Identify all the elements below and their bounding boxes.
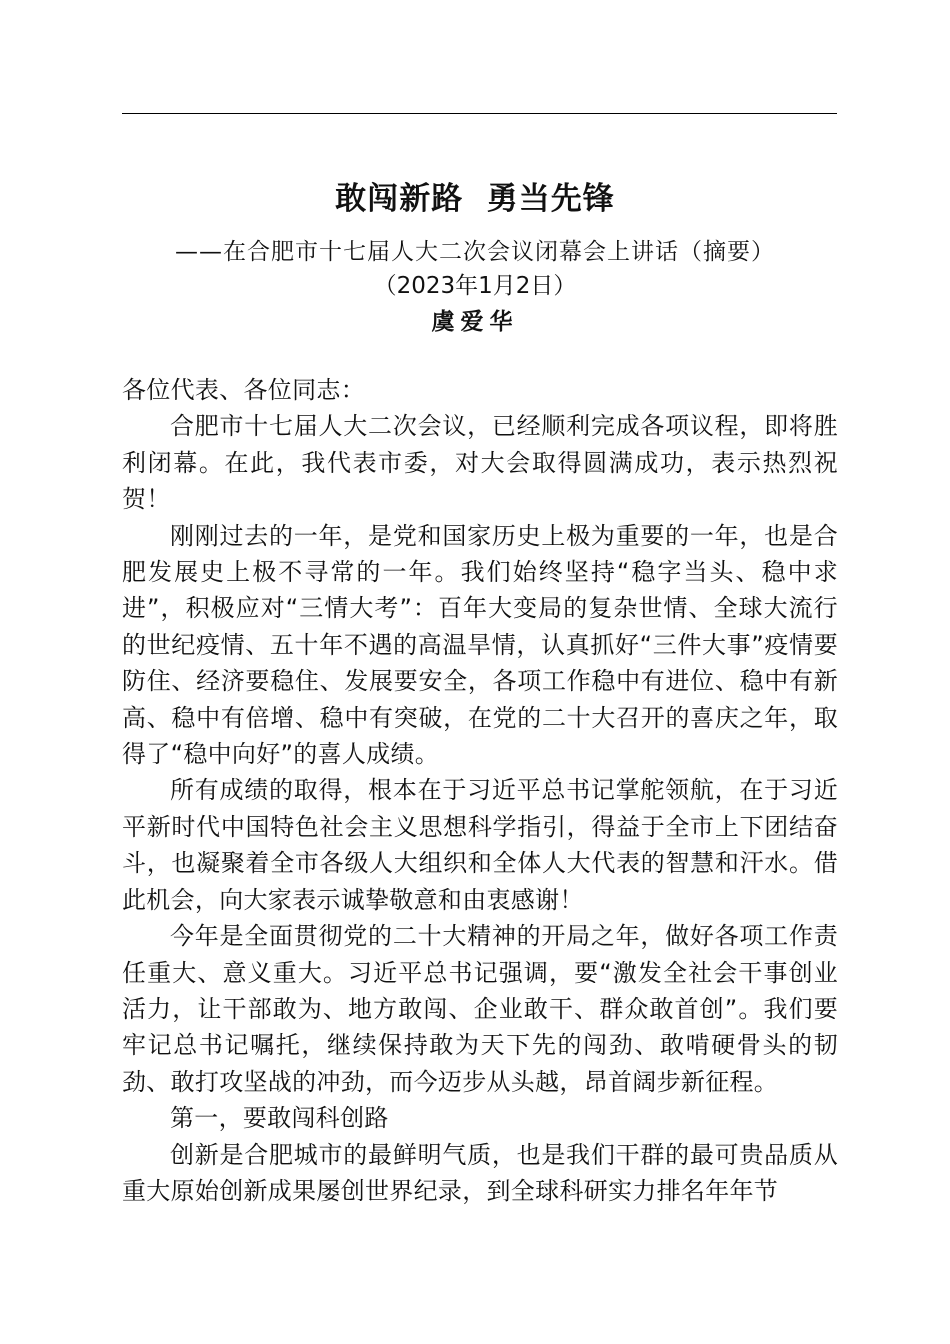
- section-heading: 第一，要敢闯科创路: [170, 1104, 389, 1133]
- document-date: （2023年1月2日）: [373, 273, 577, 299]
- document-author: 虞爱华: [431, 309, 519, 335]
- paragraph: 今年是全面贯彻党的二十大精神的开局之年，做好各项工作责任重大、意义重大。习近平总书记强调，要“激发全社会干事创业活力，让干部敢为、地方敢闯、企业敢干、群众敢首创”。我们要牢记总书记嘱托，继续保持敢为天下先的闯劲、敢啃硬骨头的韧劲、敢打攻坚战的冲劲，而今迈步从头越，昂首阔步新征程。: [122, 922, 838, 1096]
- paragraph: 所有成绩的取得，根本在于习近平总书记掌舵领航，在于习近平新时代中国特色社会主义思想科学指引，得益于全市上下团结奋斗，也凝聚着全市各级人大组织和全体人大代表的智慧和汗水。借此机会，向大家表示诚挚敬意和由衷感谢！: [122, 776, 838, 914]
- document-subtitle: ——在合肥市十七届人大二次会议闭幕会上讲话（摘要）: [175, 239, 775, 265]
- header-rule: [122, 113, 837, 114]
- paragraph: 刚刚过去的一年，是党和国家历史上极为重要的一年，也是合肥发展史上极不寻常的一年。我们始终坚持“稳字当头、稳中求进”，积极应对“三情大考”：百年大变局的复杂世情、全球大流行的世纪疫情、五十年不遇的高温旱情，认真抓好“三件大事”疫情要防住、经济要稳住、发展要安全，各项工作稳中有进位、稳中有新高、稳中有倍增、稳中有突破，在党的二十大召开的喜庆之年，取得了“稳中向好”的喜人成绩。: [122, 521, 838, 769]
- document-body: [122, 372, 838, 1209]
- salutation: 各位代表、各位同志：: [122, 376, 365, 404]
- document-title: 敢闯新路 勇当先锋: [335, 181, 615, 217]
- paragraph: 创新是合肥城市的最鲜明气质，也是我们干群的最可贵品质从重大原始创新成果屡创世界纪录，到全球科研实力排名年年节: [122, 1140, 838, 1205]
- paragraph: 合肥市十七届人大二次会议，已经顺利完成各项议程，即将胜利闭幕。在此，我代表市委，对大会取得圆满成功，表示热烈祝贺！: [122, 412, 838, 514]
